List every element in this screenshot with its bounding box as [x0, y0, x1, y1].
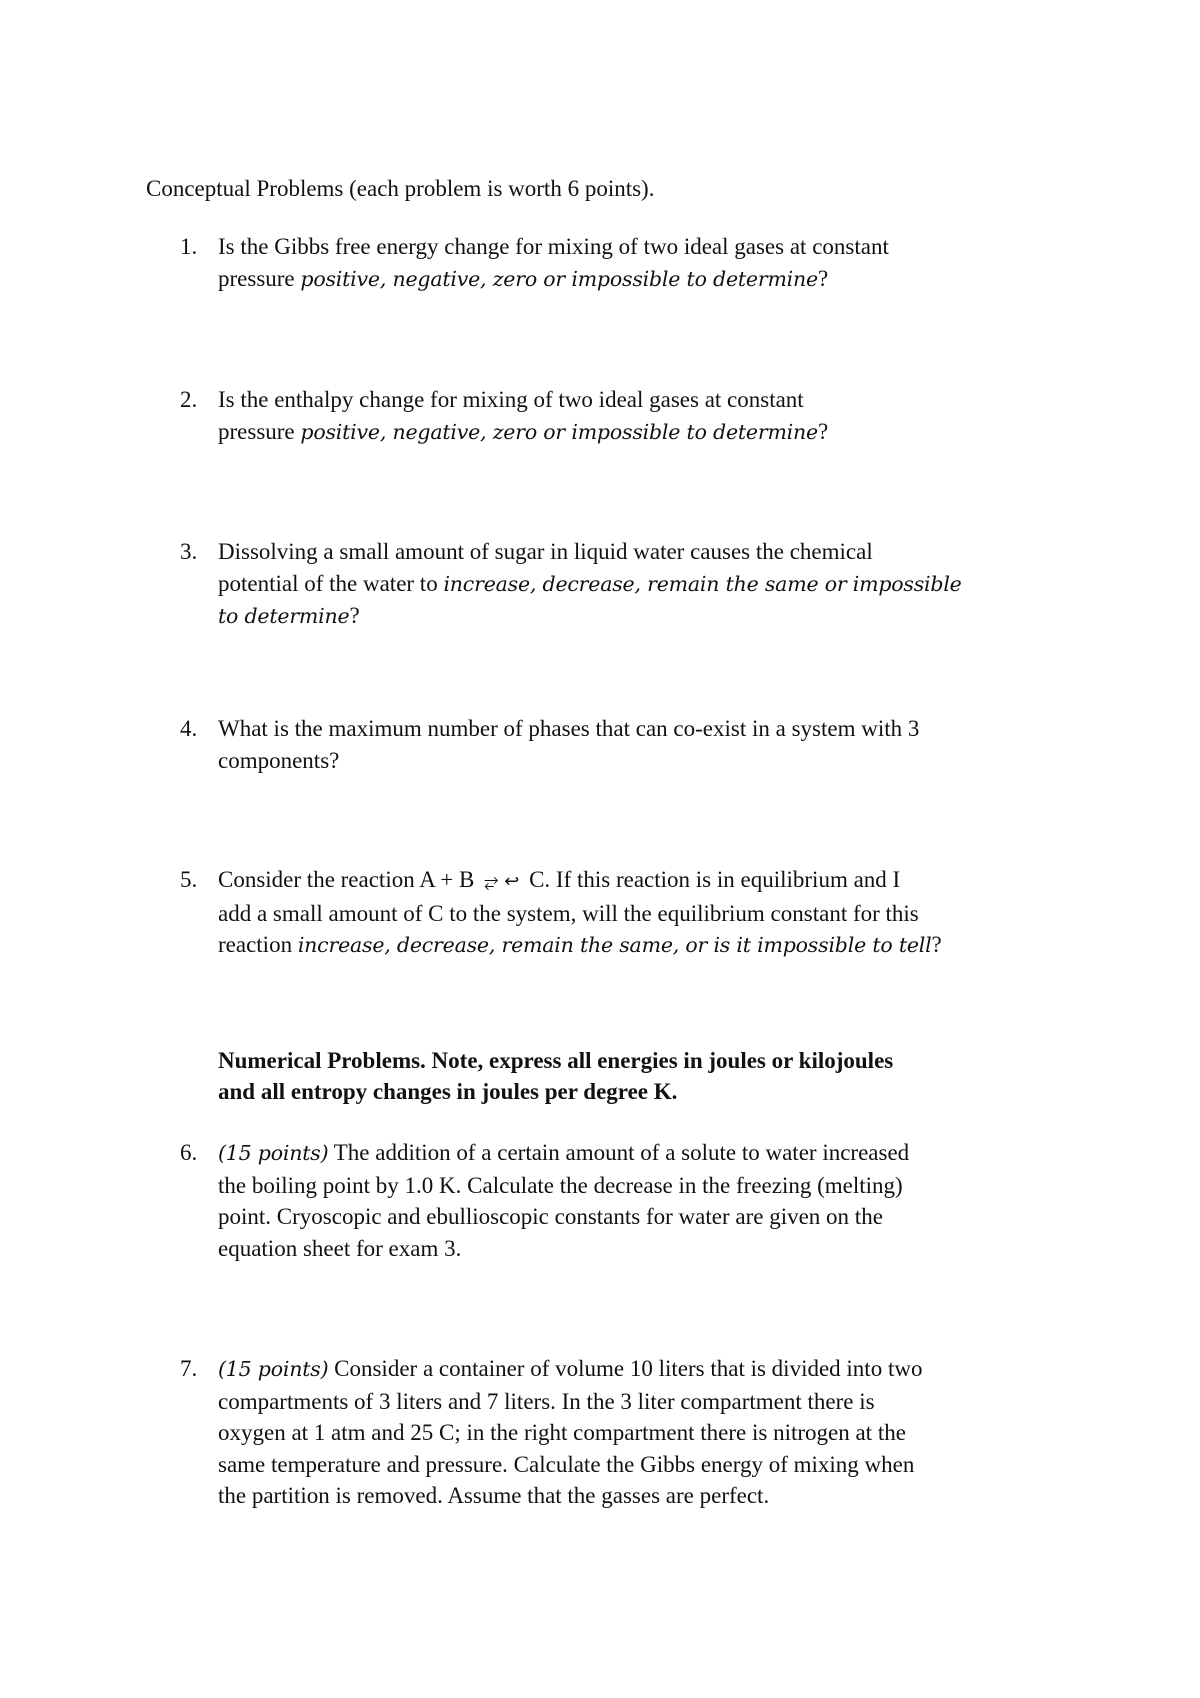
- problem-line: same temperature and pressure. Calculate the Gibbs energy of mixing when: [218, 1451, 915, 1477]
- problem-line: components?: [218, 747, 340, 773]
- answer-options: to determine: [218, 604, 350, 628]
- problem-number: 2.: [180, 387, 198, 412]
- problem-line: [218, 416, 1078, 449]
- problem-line: What is the maximum number of phases that can co-exist in a system with 3: [218, 716, 920, 741]
- numerical-heading: [218, 1045, 893, 1107]
- text-plain: pressure: [218, 265, 295, 291]
- problem-line: the partition is removed. Assume that the gasses are perfect.: [218, 1483, 770, 1508]
- problem-line: the boiling point by 1.0 K. Calculate the decrease in the freezing (melting): [218, 1172, 903, 1198]
- answer-options: increase, decrease, remain the same, or is it impossible to tell: [297, 933, 932, 957]
- text-plain: The addition of a certain amount of a solute to water increased: [333, 1140, 910, 1165]
- answer-options: positive, negative, zero or impossible to determine: [300, 266, 818, 291]
- text-end: ?: [817, 418, 829, 444]
- text-end: ?: [349, 603, 360, 628]
- problem-number: 4.: [180, 716, 198, 741]
- text-plain: C. If this reaction is in equilibrium and I: [529, 867, 901, 892]
- text-end: ?: [931, 932, 942, 957]
- problem-line: [218, 263, 1078, 296]
- heading-line: and all entropy changes in joules per degree K.: [218, 1079, 678, 1104]
- problem-line: oxygen at 1 atm and 25 C; in the right compartment there is nitrogen at the: [218, 1420, 906, 1445]
- answer-options: increase, decrease, remain the same or impossible: [443, 571, 962, 596]
- problem-number: 1.: [180, 234, 198, 259]
- problem-text: [218, 713, 1078, 776]
- problem-number: 6.: [180, 1140, 198, 1165]
- problem-text: [218, 864, 1078, 962]
- problem-text: [218, 536, 1078, 633]
- problem-line: Is the enthalpy change for mixing of two ideal gases at constant: [218, 387, 804, 412]
- points-label: (15 points): [218, 1357, 329, 1381]
- heading-line: Numerical Problems. Note, express all energies in joules or kilojoules: [218, 1048, 894, 1073]
- problem-line: [218, 1137, 1078, 1170]
- text-end: ?: [817, 265, 829, 291]
- text-plain: Consider the reaction A + B: [218, 867, 475, 892]
- problem-line: compartments of 3 liters and 7 liters. In the 3 liter compartment there is: [218, 1388, 875, 1414]
- problem-text: [218, 231, 1078, 295]
- problem-line: Dissolving a small amount of sugar in liquid water causes the chemical: [218, 539, 873, 564]
- problem-line: [218, 864, 1078, 898]
- text-plain: pressure: [218, 418, 295, 444]
- problem-text: [218, 1353, 1078, 1512]
- problem-number: 5.: [180, 867, 198, 892]
- problem-text: [218, 1137, 1078, 1264]
- problem-line: [218, 568, 1078, 601]
- conceptual-heading: Conceptual Problems (each problem is worth 6 points).: [146, 176, 655, 201]
- equilibrium-arrow-icon: ⥂ ↩: [484, 871, 520, 892]
- answer-options: positive, negative, zero or impossible to determine: [300, 419, 818, 444]
- problem-line: point. Cryoscopic and ebullioscopic constants for water are given on the: [218, 1204, 883, 1229]
- problem-line: [218, 1353, 1078, 1386]
- problem-line: equation sheet for exam 3.: [218, 1235, 462, 1261]
- text-plain: reaction: [218, 932, 293, 957]
- text-plain: Consider a container of volume 10 liters that is divided into two: [334, 1356, 923, 1381]
- problem-line: [218, 929, 1078, 962]
- points-label: (15 points): [218, 1141, 329, 1165]
- problem-line: add a small amount of C to the system, will the equilibrium constant for this: [218, 900, 919, 926]
- problem-number: 7.: [180, 1356, 198, 1381]
- problem-text: [218, 384, 1078, 448]
- text-plain: potential of the water to: [218, 570, 438, 596]
- problem-line: [218, 600, 1078, 633]
- problem-number: 3.: [180, 539, 198, 564]
- problem-line: Is the Gibbs free energy change for mixing of two ideal gases at constant: [218, 234, 889, 259]
